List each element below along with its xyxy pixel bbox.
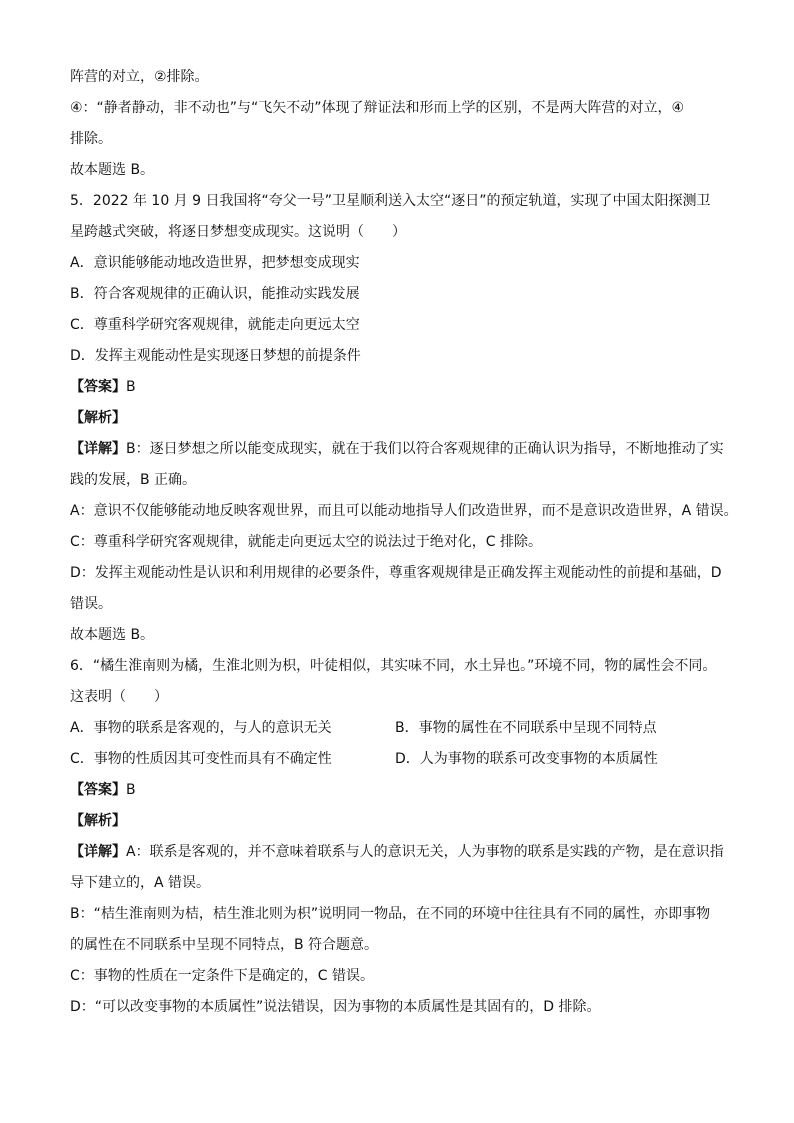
answer-label: 【答案】 xyxy=(70,782,126,798)
q5-option-d: D．发挥主观能动性是实现逐日梦想的前提条件 xyxy=(70,348,361,364)
q6-detail-1 xyxy=(70,837,726,868)
answer-label: 【答案】 xyxy=(70,379,126,395)
question-6-stem-cont: 这表明（ ） xyxy=(70,689,168,705)
q6-analysis-label: 【解析】 xyxy=(70,813,126,829)
answer-value: B xyxy=(126,379,136,395)
q5-detail-5: D：发挥主观能动性是认识和利用规律的必要条件，尊重客观规律是正确发挥主观能动性的前提和基础，D xyxy=(70,565,722,581)
detail-text: B：逐日梦想之所以能变成现实，就在于我们以符合客观规律的正确认识为指导，不断地推动了实 xyxy=(126,441,724,457)
q5-conclusion: 故本题选 B。 xyxy=(70,627,155,643)
q6-option-b: B．事物的属性在不同联系中呈现不同特点 xyxy=(395,720,657,736)
q6-detail-2: 导下建立的，A 错误。 xyxy=(70,875,211,891)
q6-option-c: C．事物的性质因其可变性而具有不确定性 xyxy=(70,751,332,767)
q5-option-c: C．尊重科学研究客观规律，就能走向更远太空 xyxy=(70,317,360,333)
q5-analysis-label: 【解析】 xyxy=(70,410,126,426)
q6-options-row-2 xyxy=(70,744,726,775)
q6-detail-4: 的属性在不同联系中呈现不同特点，B 符合题意。 xyxy=(70,937,379,953)
question-6-stem: 6．“橘生淮南则为橘，生淮北则为枳，叶徒相似，其实味不同，水土异也。”环境不同，物的属性会不同。 xyxy=(70,658,717,674)
q5-option-a: A．意识能够能动地改造世界，把梦想变成现实 xyxy=(70,255,360,271)
text-line: ④：“静者静动，非不动也”与“飞矢不动”体现了辩证法和形而上学的区别，不是两大阵营的对立，④ xyxy=(70,100,685,116)
detail-text: A：联系是客观的，并不意味着联系与人的意识无关，人为事物的联系是实践的产物，是在意识指 xyxy=(126,844,724,860)
q6-detail-6: D：“可以改变事物的本质属性”说法错误，因为事物的本质属性是其固有的，D 排除。 xyxy=(70,999,601,1015)
document-page xyxy=(70,62,738,1023)
detail-label: 【详解】 xyxy=(70,844,126,860)
q6-option-a: A．事物的联系是客观的，与人的意识无关 xyxy=(70,720,332,736)
q6-answer xyxy=(70,775,726,806)
q5-detail-4: C：尊重科学研究客观规律，就能走向更远太空的说法过于绝对化，C 排除。 xyxy=(70,534,542,550)
answer-value: B xyxy=(126,782,136,798)
q5-detail-3: A：意识不仅能够能动地反映客观世界，而且可以能动地指导人们改造世界，而不是意识改造世界，A 错误。 xyxy=(70,503,738,519)
q6-option-d: D．人为事物的联系可改变事物的本质属性 xyxy=(395,751,658,767)
q6-detail-3: B：“桔生淮南则为桔，桔生淮北则为枳”说明同一物品，在不同的环境中往往具有不同的属性，亦即事物 xyxy=(70,906,711,922)
q5-answer xyxy=(70,372,726,403)
q5-detail-2: 践的发展，B 正确。 xyxy=(70,472,197,488)
question-5-stem-cont: 星跨越式突破，将逐日梦想变成现实。这说明（ ） xyxy=(70,224,406,240)
text-line: 排除。 xyxy=(70,131,112,147)
detail-label: 【详解】 xyxy=(70,441,126,457)
text-line: 故本题选 B。 xyxy=(70,162,155,178)
q5-detail-6: 错误。 xyxy=(70,596,112,612)
q6-options-row-1 xyxy=(70,713,726,744)
q6-detail-5: C：事物的性质在一定条件下是确定的，C 错误。 xyxy=(70,968,374,984)
question-5-stem: 5．2022 年 10 月 9 日我国将“夸父一号”卫星顺利送入太空“逐日”的预定轨道，实现了中国太阳探测卫 xyxy=(70,193,711,209)
text-line: 阵营的对立，②排除。 xyxy=(70,69,209,85)
q5-detail-1 xyxy=(70,434,726,465)
q5-option-b: B．符合客观规律的正确认识，能推动实践发展 xyxy=(70,286,360,302)
